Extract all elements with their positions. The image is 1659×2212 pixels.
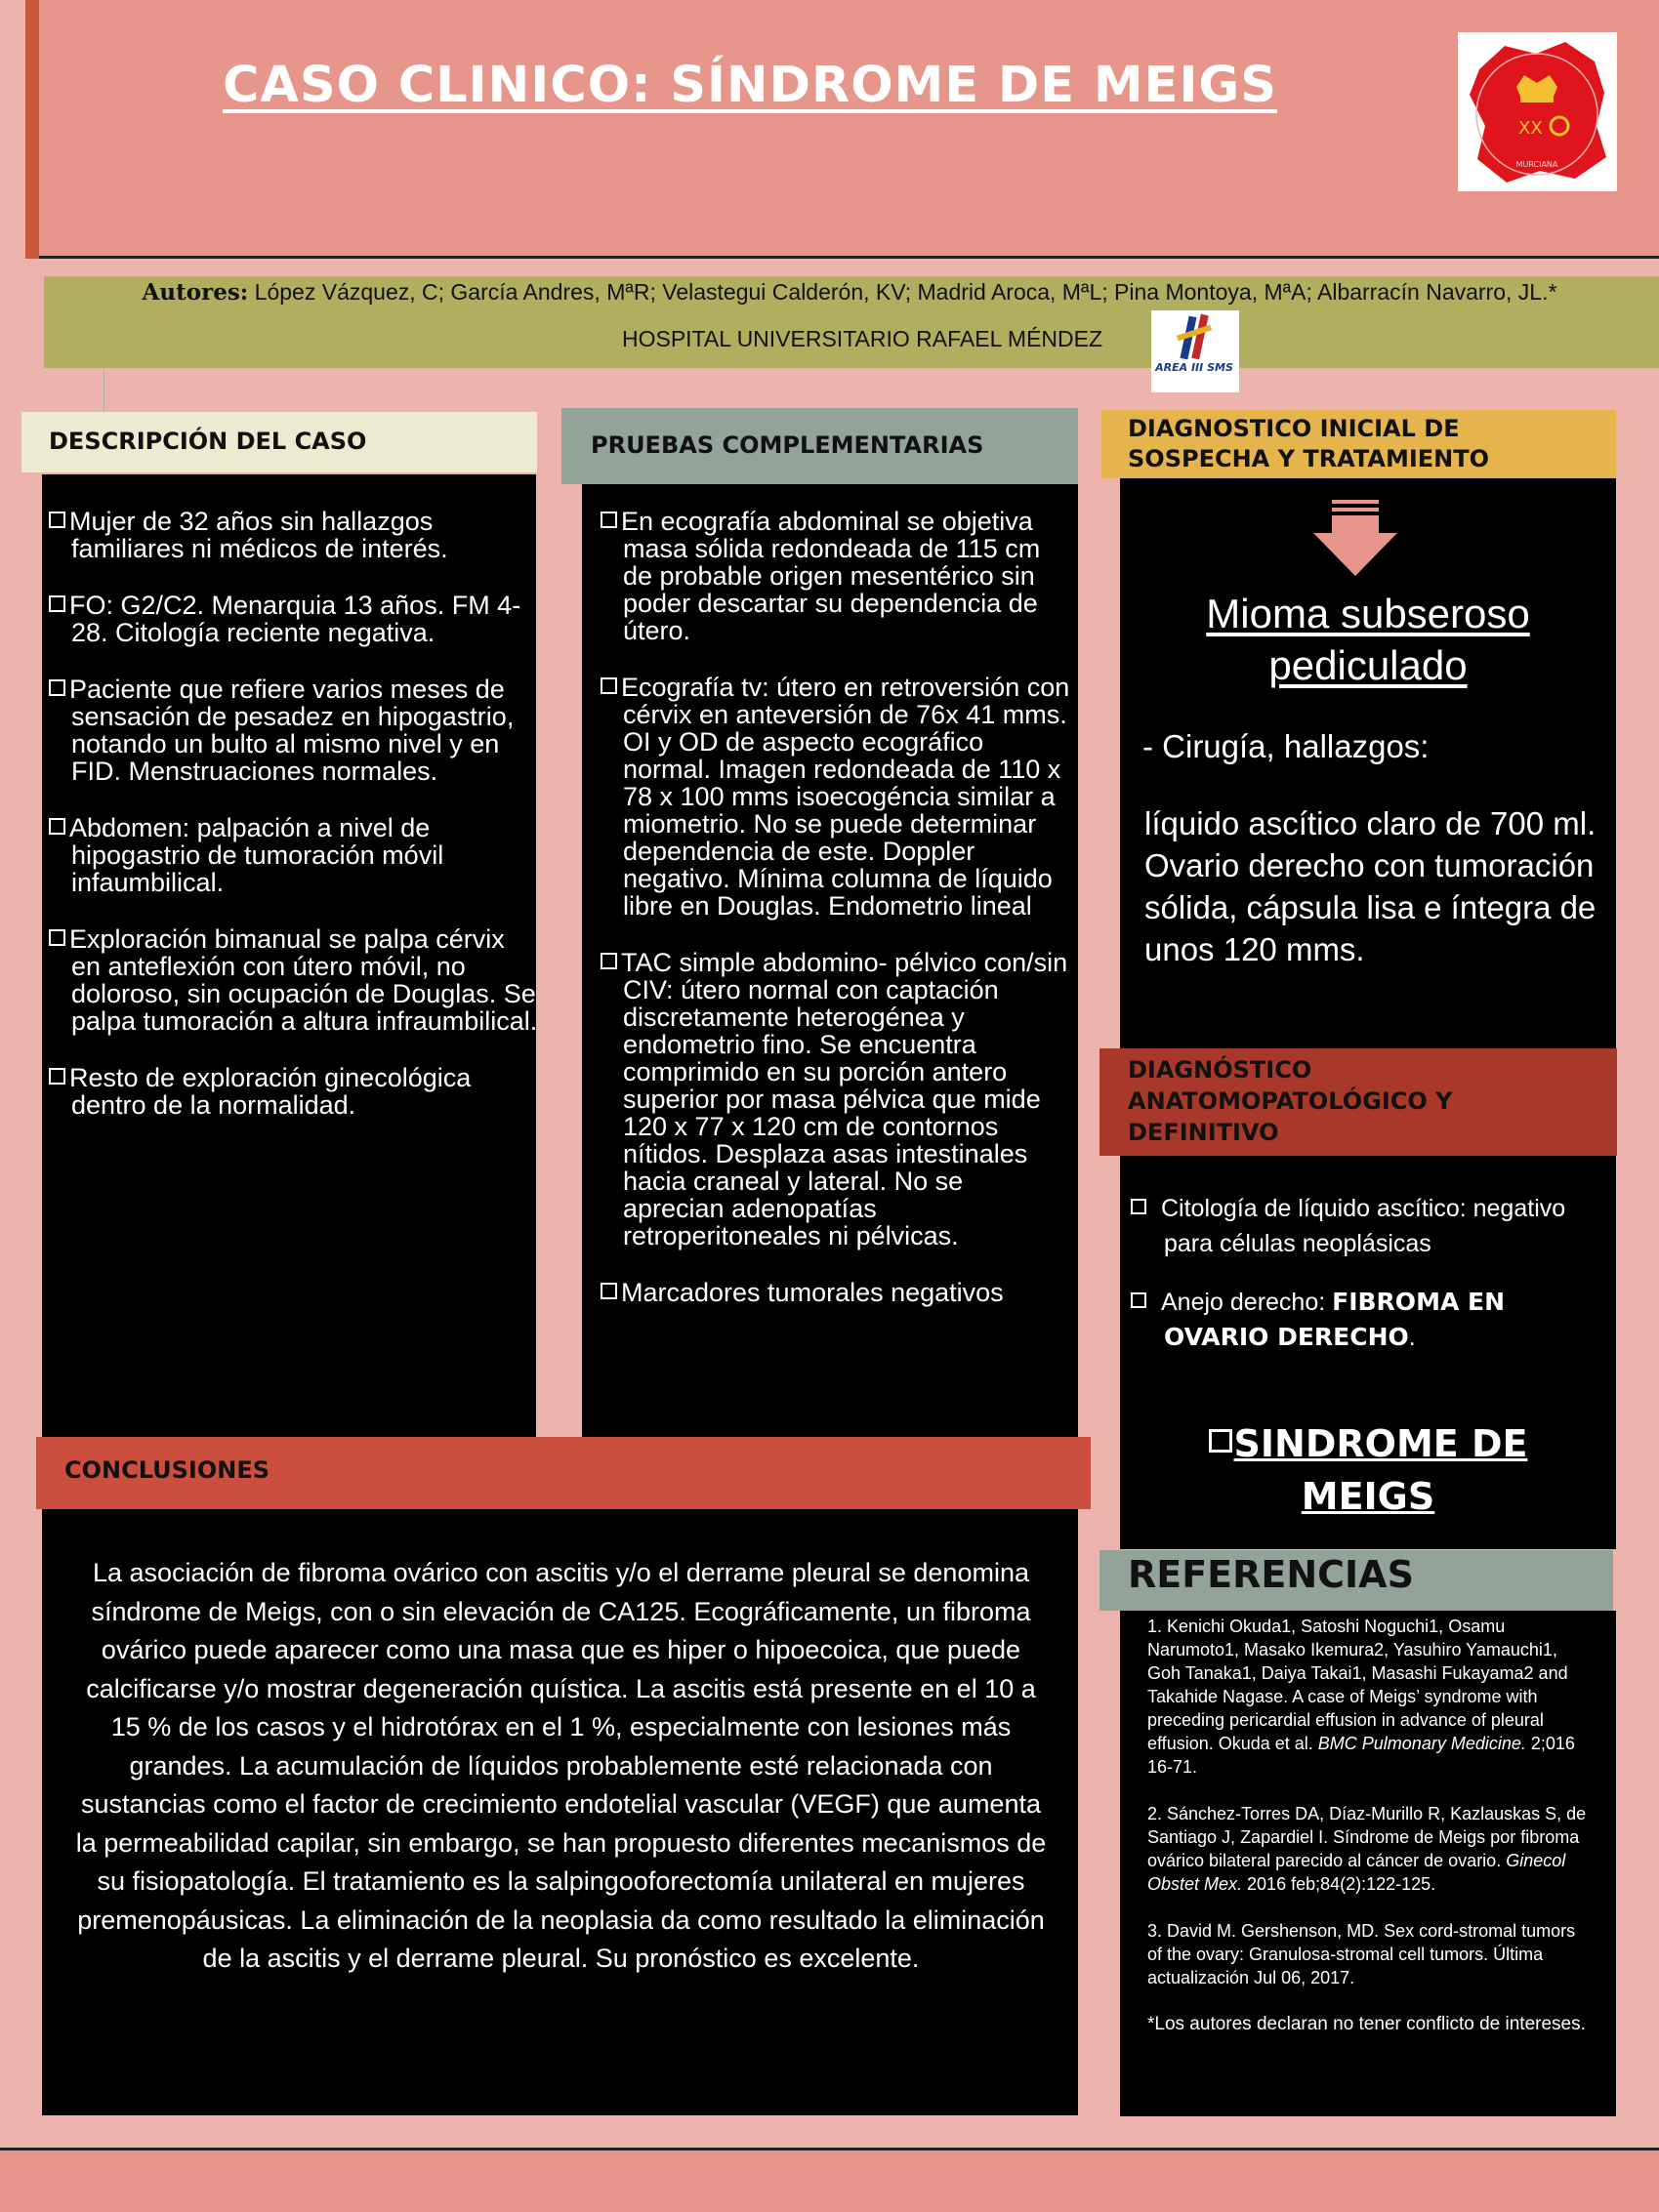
area-logo-text: AREA III SMS [1155, 361, 1233, 374]
reference-item: 2. Sánchez-Torres DA, Díaz-Murillo R, Kazlauskas S, de Santiago J, Zapardiel I. Síndrome de Meigs por fibroma ovárico bilateral parecido al cáncer de ovario. Ginecol Obstet Mex. 2016 feb;84(2):122-125. [1147, 1804, 1587, 1894]
header-band [29, 0, 1659, 259]
list-item: Marcadores tumorales negativos [601, 1279, 1071, 1306]
checkbox-bullet-icon [49, 595, 65, 612]
descripcion-heading: DESCRIPCIÓN DEL CASO [21, 412, 537, 472]
arrow-down-icon [1311, 498, 1399, 578]
checkbox-bullet-icon [1131, 1292, 1146, 1308]
checkbox-bullet-icon [601, 512, 617, 528]
authors-label: Autores: [142, 279, 249, 306]
footer-band [0, 2148, 1659, 2212]
list-item: En ecografía abdominal se objetiva masa sólida redondeada de 115 cm de probable origen mesentérico sin poder descartar su dependencia de útero. [601, 508, 1071, 644]
reference-item: 1. Kenichi Okuda1, Satoshi Noguchi1, Osamu Narumoto1, Masako Ikemura2, Yasuhiro Yamauchi1, Goh Tanaka1, Daiya Takai1, Masashi Fukayama2 and Takahide Nagase. A case of Meigs’ syndrome with preceding pericardial effusion in advance of pleural effusion. Okuda et al. BMC Pulmonary Medicine. 2;016 16-71. [1147, 1617, 1575, 1777]
checkbox-bullet-icon [601, 677, 617, 694]
list-item: Mujer de 32 años sin hallazgos familiares ni médicos de interés. [49, 508, 539, 562]
checkbox-bullet-icon [1209, 1429, 1232, 1453]
pruebas-heading: PRUEBAS COMPLEMENTARIAS [561, 408, 1078, 484]
list-item: Paciente que refiere varios meses de sensación de pesadez en hipogastrio, notando un bulto al mismo nivel y en FID. Menstruaciones normales. [49, 676, 539, 785]
checkbox-bullet-icon [1131, 1199, 1146, 1214]
referencias-heading: REFERENCIAS [1128, 1553, 1414, 1596]
list-item: Anejo derecho: FIBROMA EN OVARIO DERECHO. [1131, 1285, 1585, 1355]
authors-line [44, 279, 1655, 306]
header-accent-bar [25, 0, 39, 259]
svg-text:XX: XX [1518, 118, 1543, 139]
list-item: Abdomen: palpación a nivel de hipogastrio de tumoración móvil infaumbilical. [49, 814, 539, 896]
checkbox-bullet-icon [601, 953, 617, 969]
checkbox-bullet-icon [49, 929, 65, 946]
authors-names: López Vázquez, C; García Andres, MªR; Velastegui Calderón, KV; Madrid Aroca, MªL; Pina Montoya, MªA; Albarracín Navarro, JL.* [254, 279, 1557, 305]
checkbox-bullet-icon [601, 1283, 617, 1299]
pruebas-list [601, 508, 1071, 1335]
list-item: Resto de exploración ginecológica dentro de la normalidad. [49, 1064, 539, 1119]
diagnostico-definitivo-heading: DIAGNÓSTICO ANATOMOPATOLÓGICO Y DEFINITIVO [1128, 1056, 1453, 1146]
list-item: Exploración bimanual se palpa cérvix en anteflexión con útero móvil, no doloroso, sin ocupación de Douglas. Se palpa tumoración a altura infraumbilical. [49, 925, 539, 1035]
conflict-note: *Los autores declaran no tener conflicto de intereses. [1147, 2014, 1586, 2034]
surgery-findings: líquido ascítico claro de 700 ml. Ovario derecho con tumoración sólida, cápsula lisa e íntegra de unos 120 mms. [1144, 805, 1597, 967]
checkbox-bullet-icon [49, 512, 65, 528]
diagnostico-definitivo-list [1131, 1191, 1585, 1355]
checkbox-bullet-icon [49, 818, 65, 835]
surgery-label: - Cirugía, hallazgos: [1142, 728, 1430, 764]
checkbox-bullet-icon [49, 1068, 65, 1085]
list-item: TAC simple abdomino- pélvico con/sin CIV: útero normal con captación discretamente heterogénea y endometrio fino. Se encuentra comprimido en su porción antero superior por masa pélvica que mide 120 x 77 x 120 cm de contornos nítidos. Desplaza asas intestinales hacia craneal y lateral. No se aprecian adenopatías retroperitoneales ni pélvicas. [601, 949, 1071, 1249]
conclusiones-heading: CONCLUSIONES [64, 1456, 270, 1484]
area-sms-logo [1151, 310, 1239, 392]
descripcion-list [49, 508, 539, 1148]
list-item: Citología de líquido ascítico: negativo para células neoplásicas [1131, 1191, 1585, 1261]
list-item: Ecografía tv: útero en retroversión con cérvix en anteversión de 76x 41 mms. OI y OD de aspecto ecográfico normal. Imagen redondeada de 110 x 78 x 100 mms isoecogéncia similar a miometrio. No se puede determinar dependencia de este. Doppler negativo. Mínima columna de líquido libre en Douglas. Endometrio lineal [601, 674, 1071, 920]
checkbox-bullet-icon [49, 679, 65, 696]
poster-title: CASO CLINICO: SÍNDROME DE MEIGS [223, 57, 1278, 114]
diagnosis-title: Mioma subseroso pediculado [1206, 591, 1530, 688]
conclusiones-text: La asociación de fibroma ovárico con ascitis y/o el derrame pleural se denomina síndrome de Meigs, con o sin elevación de CA125. Ecográficamente, un fibroma ovárico puede aparecer como una masa que es hiper o hipoecoica, que puede calcificarse y/o mostrar degeneración quística. La ascitis está presente en el 10 a 15 % de los casos y el hidrotórax en el 1 %, especialmente con lesiones más grandes. La acumulación de líquidos probablemente esté relacionada con sustancias como el factor de crecimiento endotelial vascular (VEGF) que aumenta la permeabilidad capilar, sin embargo, se han propuesto diferentes mecanismos de su fisiopatología. El tratamiento es la salpingooforectomía unilateral en mujeres premenopáusicas. La eliminación de la neoplasia da como resultado la eliminación de la ascitis y el derrame pleural. Su pronóstico es excelente. [75, 1558, 1047, 1973]
final-diagnosis: SINDROME DE MEIGS [1120, 1417, 1616, 1523]
list-item: FO: G2/C2. Menarquia 13 años. FM 4-28. Citología reciente negativa. [49, 592, 539, 646]
university-seal-logo [1458, 32, 1617, 191]
diagnostico-inicial-heading: DIAGNOSTICO INICIAL DE SOSPECHA Y TRATAMIENTO [1101, 410, 1616, 478]
seal-text: MURCIANA [1515, 160, 1558, 169]
reference-item: 3. David M. Gershenson, MD. Sex cord-stromal tumors of the ovary: Granulosa-stromal cell tumors. Última actualización Jul 06, 2017. [1147, 1921, 1576, 1987]
referencias-list [1147, 1615, 1589, 2036]
hospital-name: HOSPITAL UNIVERSITARIO RAFAEL MÉNDEZ [621, 326, 1103, 351]
